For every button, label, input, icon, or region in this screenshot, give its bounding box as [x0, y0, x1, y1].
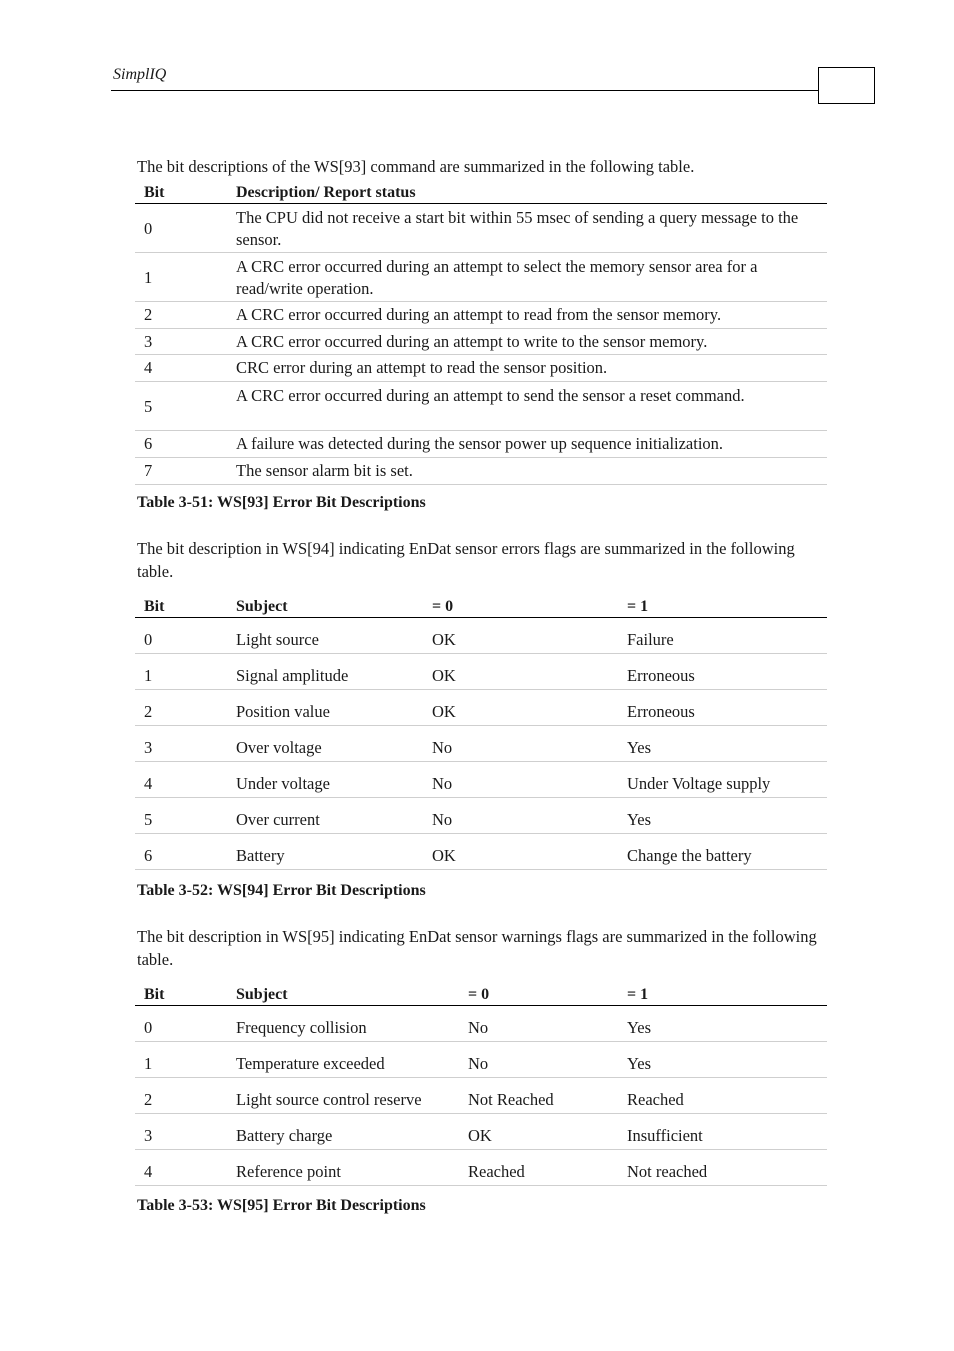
table-row [135, 329, 827, 355]
ws94-header-bit: Bit [144, 598, 165, 615]
ws94-zero: No [432, 774, 453, 793]
ws94-subject: Over voltage [236, 738, 322, 757]
table-row [135, 302, 827, 329]
ws95-zero: Reached [468, 1162, 525, 1181]
ws95-subject: Light source control reserve [236, 1090, 422, 1109]
ws93-bit: 3 [144, 332, 153, 351]
ws93-table [135, 181, 827, 485]
ws93-bit: 0 [144, 219, 153, 238]
ws94-header-subject: Subject [236, 598, 288, 615]
ws95-table-header [135, 983, 827, 1006]
ws95-one: Insufficient [627, 1126, 703, 1145]
ws94-table [135, 595, 827, 870]
ws95-header-bit: Bit [144, 986, 165, 1003]
ws94-subject: Light source [236, 630, 319, 649]
table-row [135, 1114, 827, 1150]
header-rule [111, 90, 819, 91]
ws94-zero: No [432, 810, 453, 829]
ws95-subject: Frequency collision [236, 1018, 367, 1037]
ws95-subject: Temperature exceeded [236, 1054, 385, 1073]
ws95-header-subject: Subject [236, 986, 288, 1003]
ws93-bit: 1 [144, 268, 153, 287]
ws95-bit: 0 [144, 1018, 153, 1037]
table-row [135, 382, 827, 431]
ws93-bit: 4 [144, 358, 153, 377]
ws94-zero: OK [432, 666, 456, 685]
ws93-description: A CRC error occurred during an attempt to write to the sensor memory. [236, 332, 708, 351]
ws95-caption: Table 3-53: WS[95] Error Bit Descriptions [137, 1197, 426, 1214]
ws95-one: Yes [627, 1054, 652, 1073]
ws93-description: A failure was detected during the sensor power up sequence initialization. [236, 434, 724, 453]
ws95-intro: The bit description in WS[95] indicating EnDat sensor warnings flags are summarized in the following table. [137, 927, 817, 969]
ws94-subject: Over current [236, 810, 320, 829]
ws93-bit: 5 [144, 397, 153, 416]
ws95-bit: 4 [144, 1162, 153, 1181]
ws94-header-one: = 1 [627, 598, 649, 615]
ws94-bit: 3 [144, 738, 153, 757]
ws94-zero: OK [432, 702, 456, 721]
ws94-table-header [135, 595, 827, 618]
ws93-bit: 2 [144, 305, 153, 324]
ws95-one: Yes [627, 1018, 652, 1037]
ws95-bit: 2 [144, 1090, 153, 1109]
ws95-zero: No [468, 1054, 489, 1073]
table-row [135, 1150, 827, 1186]
ws95-subject: Reference point [236, 1162, 341, 1181]
ws95-zero: Not Reached [468, 1090, 554, 1109]
ws94-one: Erroneous [627, 666, 695, 685]
table-row [135, 458, 827, 485]
ws93-description: A CRC error occurred during an attempt to read from the sensor memory. [236, 305, 722, 324]
ws94-one: Change the battery [627, 846, 752, 865]
ws93-header-description: Description/ Report status [236, 184, 416, 201]
ws94-caption: Table 3-52: WS[94] Error Bit Descriptions [137, 882, 426, 899]
ws94-zero: OK [432, 846, 456, 865]
ws94-bit: 2 [144, 702, 153, 721]
ws94-header-zero: = 0 [432, 598, 454, 615]
ws95-header-one: = 1 [627, 986, 649, 1003]
ws95-header-zero: = 0 [468, 986, 490, 1003]
ws94-bit: 0 [144, 630, 153, 649]
ws93-bit: 6 [144, 434, 153, 453]
ws94-intro: The bit description in WS[94] indicating EnDat sensor errors flags are summarized in the following table. [137, 539, 795, 581]
table-row [135, 1042, 827, 1078]
ws95-table [135, 983, 827, 1186]
table-row [135, 253, 827, 302]
table-row [135, 355, 827, 382]
ws94-bit: 1 [144, 666, 153, 685]
table-row [135, 654, 827, 690]
table-row [135, 834, 827, 870]
ws94-one: Yes [627, 810, 652, 829]
table-row [135, 431, 827, 458]
ws95-bit: 1 [144, 1054, 153, 1073]
ws94-one: Under Voltage supply [627, 774, 771, 793]
ws94-zero: OK [432, 630, 456, 649]
header-brand: SimplIQ [113, 66, 167, 83]
ws94-bit: 5 [144, 810, 153, 829]
ws94-subject: Signal amplitude [236, 666, 349, 685]
ws95-one: Not reached [627, 1162, 708, 1181]
ws93-intro: The bit descriptions of the WS[93] command are summarized in the following table. [137, 157, 695, 176]
table-row [135, 726, 827, 762]
ws95-bit: 3 [144, 1126, 153, 1145]
ws94-bit: 4 [144, 774, 153, 793]
ws94-subject: Under voltage [236, 774, 330, 793]
table-row [135, 798, 827, 834]
table-row [135, 690, 827, 726]
ws94-subject: Position value [236, 702, 330, 721]
ws93-caption: Table 3-51: WS[93] Error Bit Descriptions [137, 494, 426, 511]
ws93-table-header [135, 181, 827, 204]
ws93-header-bit: Bit [144, 184, 165, 201]
ws95-subject: Battery charge [236, 1126, 333, 1145]
table-row [135, 1006, 827, 1042]
ws93-description: CRC error during an attempt to read the sensor position. [236, 358, 608, 377]
ws94-bit: 6 [144, 846, 153, 865]
ws93-description: The sensor alarm bit is set. [236, 461, 413, 480]
ws95-zero: OK [468, 1126, 492, 1145]
table-row [135, 762, 827, 798]
ws94-one: Yes [627, 738, 652, 757]
table-row [135, 204, 827, 253]
ws94-one: Erroneous [627, 702, 695, 721]
ws93-bit: 7 [144, 461, 153, 480]
table-row [135, 1078, 827, 1114]
ws94-subject: Battery [236, 846, 285, 865]
ws93-description: The CPU did not receive a start bit within 55 msec of sending a query message to the sensor. [236, 208, 799, 249]
ws93-description: A CRC error occurred during an attempt to send the sensor a reset command. [236, 386, 745, 405]
ws95-one: Reached [627, 1090, 684, 1109]
ws94-one: Failure [627, 630, 674, 649]
ws93-description: A CRC error occurred during an attempt to select the memory sensor area for a read/write operation. [236, 257, 758, 298]
ws95-zero: No [468, 1018, 489, 1037]
ws94-zero: No [432, 738, 453, 757]
page-number-box [818, 67, 875, 104]
table-row [135, 618, 827, 654]
